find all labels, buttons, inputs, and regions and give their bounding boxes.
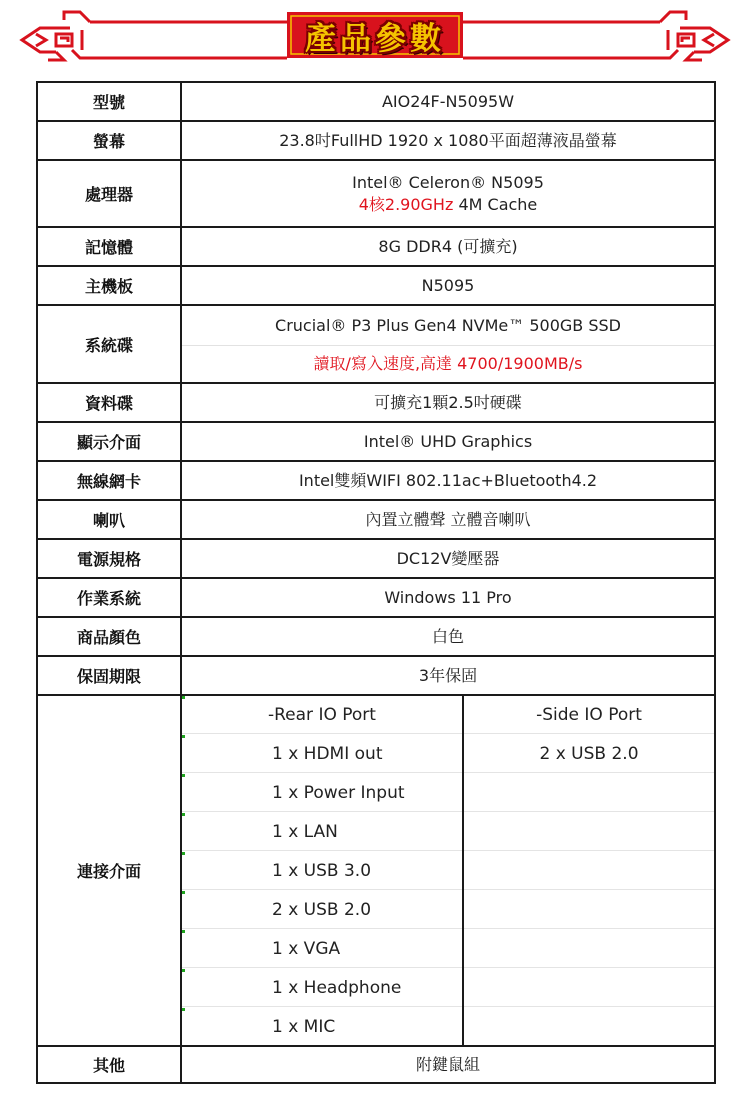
spec-label: 顯示介面	[38, 423, 182, 460]
side-io-column	[464, 696, 714, 1045]
rear-io-item: 1 x MIC	[182, 1008, 462, 1046]
spec-row-warranty	[38, 657, 714, 696]
spec-label: 處理器	[38, 161, 182, 226]
spec-value: Windows 11 Pro	[384, 587, 512, 607]
spec-row-wireless	[38, 462, 714, 501]
spec-label: 記憶體	[38, 228, 182, 265]
rear-io-header: -Rear IO Port	[182, 696, 462, 734]
spec-value: DC12V變壓器	[396, 548, 500, 568]
rear-io-item: 2 x USB 2.0	[182, 891, 462, 929]
rear-io-item: 1 x Power Input	[182, 774, 462, 812]
side-io-item: 2 x USB 2.0	[464, 735, 714, 773]
spec-value: Crucial® P3 Plus Gen4 NVMe™ 500GB SSD	[275, 315, 621, 335]
spec-row-memory	[38, 228, 714, 267]
spec-label: 作業系統	[38, 579, 182, 616]
rear-io-item: 1 x VGA	[182, 930, 462, 968]
spec-row-model	[38, 83, 714, 122]
spec-row-os	[38, 579, 714, 618]
spec-label: 連接介面	[38, 696, 182, 1045]
spec-label: 主機板	[38, 267, 182, 304]
spec-label: 螢幕	[38, 122, 182, 159]
side-io-empty	[464, 969, 714, 1007]
rear-io-column	[182, 696, 464, 1045]
spec-label: 資料碟	[38, 384, 182, 421]
spec-value: AIO24F-N5095W	[381, 91, 515, 111]
spec-row-color	[38, 618, 714, 657]
side-io-empty	[464, 774, 714, 812]
spec-row-speaker	[38, 501, 714, 540]
spec-value: Intel® Celeron® N5095	[352, 172, 544, 192]
spec-value: 23.8吋FullHD 1920 x 1080平面超薄液晶螢幕	[279, 130, 617, 150]
spec-row-data-disk	[38, 384, 714, 423]
spec-value: 附鍵鼠組	[415, 1054, 480, 1074]
spec-row-cpu	[38, 161, 714, 228]
spec-label: 喇叭	[38, 501, 182, 538]
page-title: 產品參數	[305, 20, 445, 57]
spec-row-other	[38, 1047, 714, 1082]
spec-value: 白色	[431, 626, 464, 646]
spec-value: Intel雙頻WIFI 802.11ac+Bluetooth4.2	[298, 470, 598, 490]
spec-value: Intel® UHD Graphics	[363, 431, 533, 451]
cpu-speed-highlight: 4核2.90GHz	[358, 194, 454, 214]
spec-row-screen	[38, 122, 714, 161]
spec-label: 系統碟	[38, 306, 182, 382]
side-io-empty	[464, 813, 714, 851]
rear-io-item: 1 x USB 3.0	[182, 852, 462, 890]
rear-io-item: 1 x LAN	[182, 813, 462, 851]
cpu-cache: 4M Cache	[453, 194, 538, 214]
side-io-empty	[464, 930, 714, 968]
spec-row-system-disk	[38, 306, 714, 384]
spec-value: 8G DDR4 (可擴充)	[378, 236, 518, 256]
rear-io-item: 1 x Headphone	[182, 969, 462, 1007]
spec-label: 其他	[38, 1047, 182, 1082]
spec-value: 可擴充1顆2.5吋硬碟	[374, 392, 522, 412]
spec-row-graphics	[38, 423, 714, 462]
spec-value: N5095	[421, 275, 475, 295]
spec-label: 電源規格	[38, 540, 182, 577]
spec-label: 保固期限	[38, 657, 182, 694]
spec-label: 商品顏色	[38, 618, 182, 655]
side-io-header: -Side IO Port	[464, 696, 714, 734]
side-io-empty	[464, 852, 714, 890]
spec-value-cpu-detail	[359, 194, 538, 216]
spec-value: 內置立體聲 立體音喇叭	[365, 509, 531, 529]
rear-io-item: 1 x HDMI out	[182, 735, 462, 773]
spec-row-power	[38, 540, 714, 579]
spec-label: 型號	[38, 83, 182, 120]
spec-table	[36, 81, 716, 1084]
spec-value-speed: 讀取/寫入速度,高達 4700/1900MB/s	[313, 353, 583, 373]
spec-value: 3年保固	[418, 665, 478, 685]
title-banner	[0, 0, 750, 70]
spec-row-connectivity	[38, 696, 714, 1047]
spec-label: 無線網卡	[38, 462, 182, 499]
title-frame	[287, 13, 463, 57]
side-io-empty	[464, 891, 714, 929]
spec-row-motherboard	[38, 267, 714, 306]
